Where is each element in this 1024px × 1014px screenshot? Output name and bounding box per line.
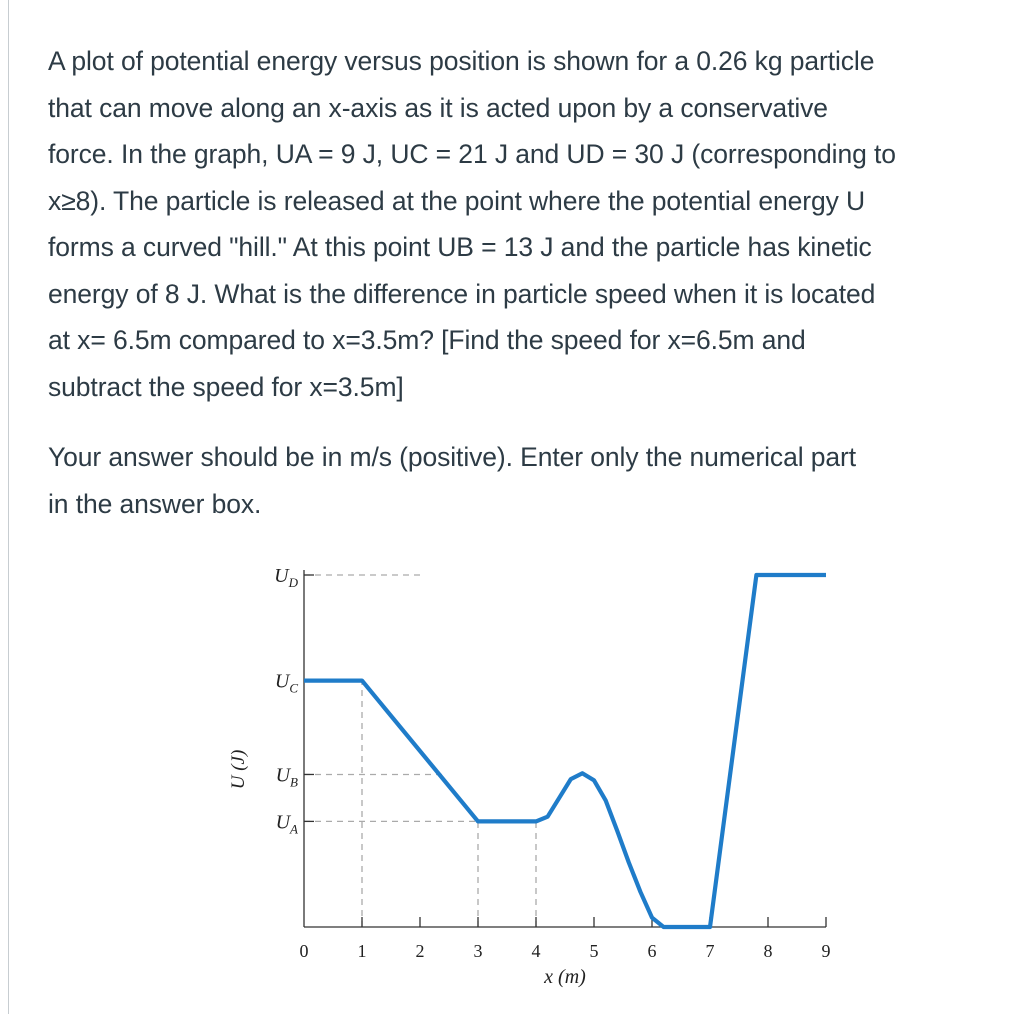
x-tick-label: 7 [705,941,715,961]
chart-svg [220,550,840,1000]
y-tick-label-main: U [275,811,291,834]
x-tick-label: 3 [473,941,483,961]
question-paragraph-2 [48,434,1008,527]
question-paragraph-1 [48,38,1008,410]
question-line: subtract the speed for x=3.5m] [48,371,404,402]
y-tick-label [275,671,298,696]
x-tick-label: 0 [299,941,309,961]
y-tick-label-subscript: C [289,680,298,696]
y-tick-label-main: U [275,764,291,787]
y-tick-label-subscript: B [290,774,298,790]
question-line: that can move along an x-axis as it is acted upon by a conservative [48,92,828,123]
x-tick-label: 2 [415,941,425,961]
question-line: Your answer should be in m/s (positive). Enter only the numerical part [48,442,857,472]
x-axis-title: x (m) [544,966,586,988]
question-line: forms a curved "hill." At this point UB = 13 J and the particle has kinetic [48,232,872,262]
x-tick-label: 6 [647,941,657,961]
y-tick-label [276,764,298,789]
x-tick-label: 1 [357,941,367,961]
question-line: force. In the graph, UA = 9 J, UC = 21 J and UD = 30 J (corresponding to [48,139,896,169]
y-tick-label [276,811,298,836]
x-tick-label: 4 [531,941,541,961]
y-tick-label [274,565,298,590]
question-line: in the answer box. [48,488,262,519]
question-line: x≥8). The particle is released at the point where the potential energy U [48,185,866,216]
content-left-border [8,0,9,1014]
question-line: A plot of potential energy versus position is shown for a 0.26 kg particle [48,46,875,76]
question-text [48,38,1008,527]
x-tick-label: 8 [763,941,773,961]
x-tick-label: 5 [589,941,599,961]
y-tick-label-subscript: D [288,575,298,590]
y-axis-title: U (J) [228,749,249,790]
potential-energy-chart [220,550,840,1000]
x-tick-label: 9 [821,941,831,961]
y-tick-label-main: U [274,565,289,587]
y-tick-label-subscript: A [290,821,298,837]
potential-energy-curve [304,575,826,927]
y-tick-label-main: U [274,670,290,693]
question-line: at x= 6.5m compared to x=3.5m? [Find the speed for x=6.5m and [48,325,806,355]
question-line: energy of 8 J. What is the difference in particle speed when it is located [48,278,876,309]
